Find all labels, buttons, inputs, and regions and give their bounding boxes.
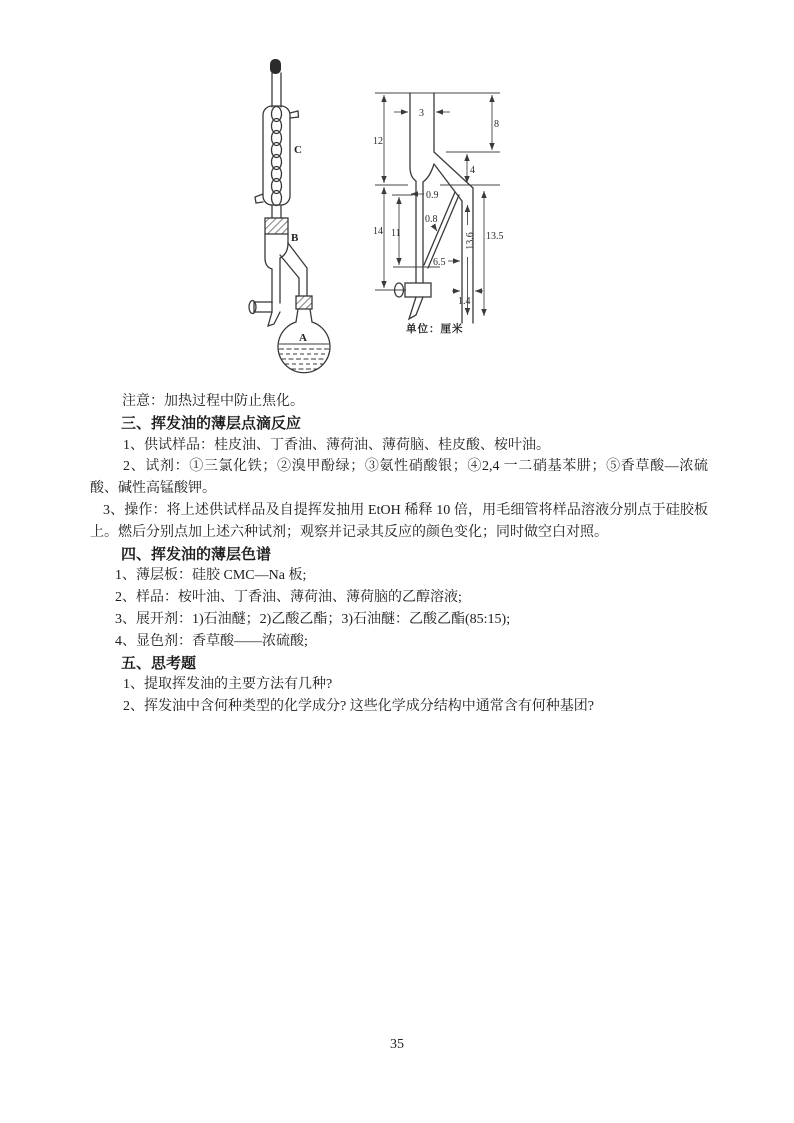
- section-4-heading: 四、挥发油的薄层色谱: [121, 545, 272, 563]
- document-body: [90, 391, 708, 718]
- dim-14-label: 14: [373, 226, 383, 237]
- section-3-item-3: 3、操作：将上述供试样品及自提挥发抽用 EtOH 稀释 10 倍，用毛细管将样品溶液分别点于硅胶板上。燃后分别点加上述六种试剂；观察并记录其反应的颜色变化；同时做空白对照。: [90, 502, 708, 540]
- dim-13-5-label: 13.5: [486, 231, 504, 242]
- ground-joint-upper: [265, 218, 288, 234]
- section-5-item-2: 2、挥发油中含何种类型的化学成分? 这些化学成分结构中通常含有何种基团?: [123, 699, 594, 715]
- dim-4-label: 4: [470, 165, 475, 176]
- condenser-label: C: [294, 144, 302, 156]
- separator-body: [265, 234, 307, 303]
- apparatus-figure: [248, 55, 518, 390]
- stopcock-right: [395, 283, 432, 319]
- section-5-heading: 五、思考题: [121, 654, 197, 672]
- condenser-inlet-nozzle: [255, 194, 263, 203]
- condenser-outlet-nozzle: [290, 111, 299, 118]
- condenser-bead-coil: [272, 107, 282, 206]
- section-4-item-4: 4、显色剂：香草酸——浓硫酸;: [115, 633, 308, 649]
- note-line: 注意：加热过程中防止焦化。: [122, 394, 304, 409]
- measuring-tube-outline: [410, 93, 473, 323]
- dimensioned-diagram-drawing: [373, 93, 504, 335]
- section-5-item-1: 1、提取挥发油的主要方法有几种?: [123, 677, 333, 693]
- section-4-item-1: 1、薄层板：硅胶 CMC—Na 板;: [115, 568, 307, 584]
- apparatus-diagram: [248, 55, 518, 390]
- section-3-heading: 三、挥发油的薄层点滴反应: [121, 414, 302, 432]
- dim-11-label: 11: [391, 228, 401, 239]
- extraction-apparatus-drawing: [249, 59, 330, 373]
- condenser-cap: [270, 59, 281, 74]
- dim-1-4-label: 1.4: [458, 296, 471, 307]
- dim-3-label: 3: [419, 108, 424, 119]
- dim-13-6-label: 13.6: [465, 232, 476, 250]
- dim-8-label: 8: [494, 119, 499, 130]
- page-number: 35: [390, 1037, 404, 1052]
- section-3-item-1: 1、供试样品：桂皮油、丁香油、薄荷油、薄荷脑、桂皮酸、桉叶油。: [123, 437, 550, 453]
- section-4-item-2: 2、样品：桉叶油、丁香油、薄荷油、薄荷脑的乙醇溶液;: [115, 590, 462, 606]
- dim-0-8-label: 0.8: [425, 214, 438, 225]
- dim-6-5-label: 6.5: [433, 257, 446, 268]
- section-4-item-3: 3、展开剂：1)石油醚；2)乙酸乙酯；3)石油醚：乙酸乙酯(85:15);: [115, 611, 511, 627]
- ground-joint-lower: [296, 296, 312, 309]
- dim-0-9-label: 0.9: [426, 190, 439, 201]
- dim-12-label: 12: [373, 136, 383, 147]
- stopcock-left: [249, 301, 280, 327]
- body-label: B: [291, 232, 299, 244]
- flask-label: A: [299, 332, 307, 344]
- unit-caption: 单位：厘米: [406, 323, 464, 335]
- section-3-item-2: 2、试剂：①三氯化铁；②溴甲酚绿；③氨性硝酸银；④2,4 一二硝基苯肼；⑤香草酸—浓硫酸、碱性高锰酸钾。: [90, 459, 708, 497]
